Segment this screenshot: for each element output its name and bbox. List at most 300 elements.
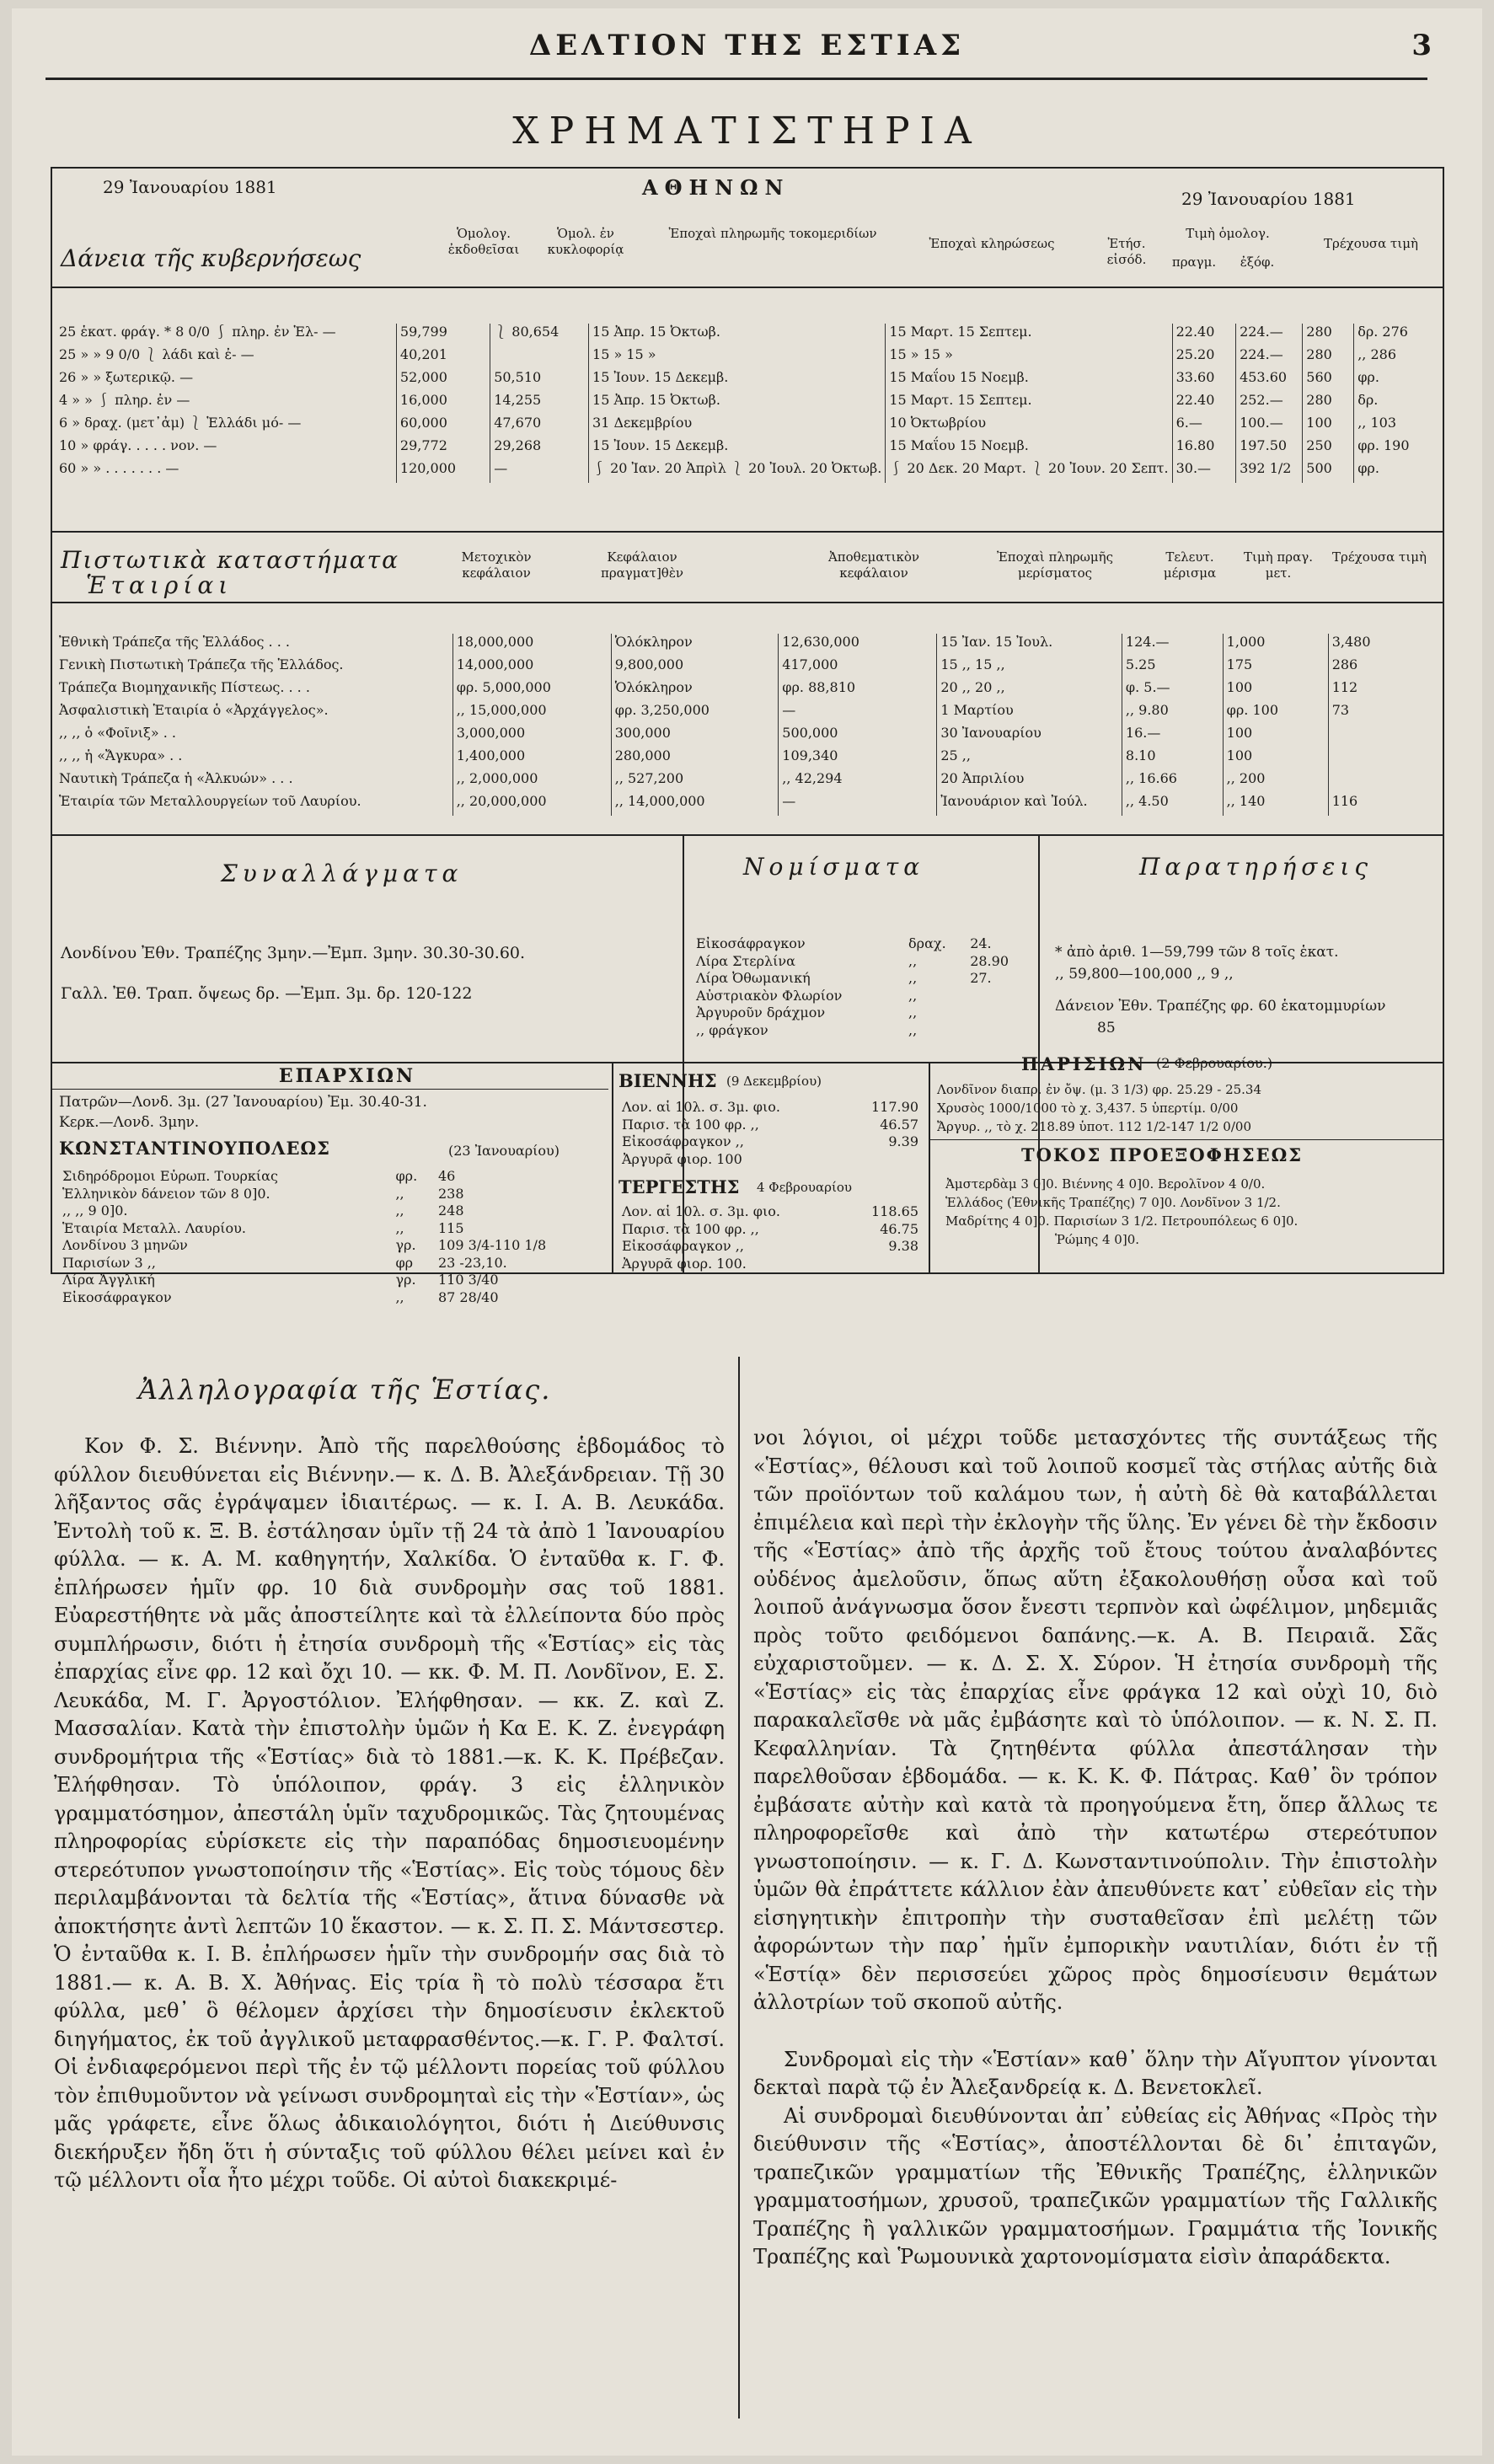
bank-row-dividend_dates: 20 ,, 20 ,,	[937, 679, 1122, 702]
const-table	[59, 1168, 607, 1306]
patras-line: Πατρῶν—Λονδ. 3μ. (27 Ἰανουαρίου) Ἐμ. 30.40-31.	[59, 1094, 427, 1111]
bank-row-par: 100	[1223, 679, 1328, 702]
loan-row-payoff: 250	[1303, 437, 1354, 460]
loan-row-circ: 14,255	[490, 392, 589, 415]
bank-row-dividend_dates: 30 Ἰανουαρίου	[937, 725, 1122, 747]
vienna-row-name: Ἀργυρᾶ φιορ. 100	[622, 1150, 742, 1167]
bank-row	[56, 793, 1438, 816]
loan-row-draws: 15 » 15 »	[886, 346, 1172, 369]
coin-row-unit: ,,	[908, 952, 918, 969]
coin-row-name: ,, φράγκον	[696, 1021, 768, 1038]
loan-row-real: 224.—	[1236, 324, 1303, 346]
bank-row-dividend_dates: 15 ,, 15 ,,	[937, 656, 1122, 679]
banks-h-dates: Ἐποχαὶ πληρωμῆς μερίσματος	[996, 549, 1114, 581]
banks-top-rule	[52, 531, 1443, 533]
loan-row-coupons: 15 Ἰουν. 15 Δεκεμβ.	[589, 437, 886, 460]
vienna-row-name: Παρισ. τὰ 100 φρ. ,,	[622, 1116, 759, 1133]
loan-row-price: φρ.	[1354, 460, 1438, 483]
const-row	[59, 1203, 607, 1220]
loan-row-coupons: 15 » 15 »	[589, 346, 886, 369]
header-rule	[46, 78, 1427, 80]
loans-header-rule	[52, 287, 1443, 288]
vienna-row	[618, 1117, 922, 1134]
bank-row-name: Ἑταιρία τῶν Μεταλλουργείων τοῦ Λαυρίου.	[59, 793, 361, 809]
const-row	[59, 1186, 607, 1203]
remarks-line-3: Δάνειον Ἐθν. Τραπέζης φρ. 60 ἑκατομμυρίων	[1055, 998, 1386, 1015]
newspaper-page	[12, 8, 1482, 2456]
bank-row-name: ,, ,, ὁ «Φοῖνιξ» . .	[59, 725, 176, 741]
bank-row-dividend_dates: 20 Ἀπριλίου	[937, 770, 1122, 793]
remarks-line-1: * ἀπὸ ἀριθ. 1—59,799 τῶν 8 τοῖς ἑκατ.	[1055, 944, 1339, 961]
bank-row-price	[1328, 770, 1438, 793]
bank-row-last: 124.—	[1122, 634, 1223, 656]
loan-row-payoff: 280	[1303, 324, 1354, 346]
bank-row-paid: 9,800,000	[611, 656, 779, 679]
coin-row	[693, 935, 1030, 953]
const-row-name: Ἑλληνικὸν δάνειον τῶν 8 0]0.	[62, 1185, 270, 1202]
bank-row-paid: 280,000	[611, 747, 779, 770]
loan-row	[56, 415, 1438, 437]
const-row-value: 23 -23,10.	[437, 1254, 507, 1271]
vienna-left-rule	[612, 1063, 613, 1272]
loan-row	[56, 346, 1438, 369]
loan-row-circ: —	[490, 460, 589, 483]
coin-row-value	[967, 988, 1030, 1005]
bank-row-capital: ,, 2,000,000	[452, 770, 611, 793]
coin-row	[693, 1022, 1030, 1040]
bank-row-last: 5.25	[1122, 656, 1223, 679]
bank-row-par: 1,000	[1223, 634, 1328, 656]
fx-title: Συναλλάγματα	[221, 860, 463, 887]
bank-row	[56, 634, 1438, 656]
loans-h-income: Ἐτήσ. εἰσόδ.	[1106, 236, 1147, 267]
loan-row-coupons: 31 Δεκεμβρίου	[589, 415, 886, 437]
coins-title: Νομίσματα	[743, 853, 925, 881]
bank-row-last: 16.—	[1122, 725, 1223, 747]
letters-right-text-2: Συνδρομαὶ εἰς τὴν «Ἑστίαν» καθ᾽ ὅλην τὴν Αἴγυπτον γίνονται δεκταὶ παρὰ τῷ ἐν Ἀλεξανδρείᾳ κ. Δ. Βενετοκλεῖ.	[753, 2047, 1438, 2099]
loan-row-draws: 15 Μαρτ. 15 Σεπτεμ.	[886, 392, 1172, 415]
const-row-unit: ,,	[395, 1185, 404, 1202]
loan-row	[56, 324, 1438, 346]
loan-row-price: δρ. 276	[1354, 324, 1438, 346]
bank-row-paid: Ὁλόκληρον	[611, 679, 779, 702]
vienna-title: ΒΙΕΝΝΗΣ	[618, 1070, 717, 1091]
remarks-line-4: 85	[1097, 1020, 1116, 1036]
trieste-row-value	[847, 1256, 922, 1273]
coin-row-unit: ,,	[908, 1021, 918, 1038]
coin-row-unit: δραχ.	[908, 935, 946, 951]
city-heading: ΑΘΗΝΩΝ	[642, 175, 790, 200]
bank-row-price: 112	[1328, 679, 1438, 702]
coin-row-value	[967, 1004, 1030, 1022]
date-left: 29 Ἰανουαρίου 1881	[103, 177, 277, 197]
coin-row-value	[967, 1022, 1030, 1040]
loans-h-payoff: ἐξόφ.	[1240, 254, 1275, 270]
paris-line-1: Λονδῖνον διαπρ. ἐν ὄψ. (μ. 3 1/3) φρ. 25.29 - 25.34	[937, 1082, 1262, 1097]
coin-row	[693, 970, 1030, 988]
vienna-table	[618, 1099, 922, 1168]
trieste-table	[618, 1203, 922, 1272]
paris-left-rule	[929, 1063, 930, 1272]
letters-title: Ἀλληλογραφία τῆς Ἑστίας.	[138, 1374, 552, 1406]
loan-row-income: 22.40	[1172, 392, 1235, 415]
vienna-row	[618, 1151, 922, 1169]
bank-row-price: 3,480	[1328, 634, 1438, 656]
fx-line-1: Λονδίνου Ἐθν. Τραπέζης 3μην.—Ἐμπ. 3μην. 30.30-30.60.	[61, 944, 526, 962]
banks-h-current: Τρέχουσα τιμὴ	[1332, 549, 1427, 565]
paris-title: ΠΑΡΙΣΙΩΝ	[1021, 1053, 1147, 1074]
const-row-unit: φρ.	[395, 1168, 418, 1184]
loan-row-income: 6.—	[1172, 415, 1235, 437]
bank-row-last: ,, 16.66	[1122, 770, 1223, 793]
coins-table	[693, 935, 1030, 1039]
const-row-unit: ,,	[395, 1288, 404, 1305]
bank-row-paid: ,, 14,000,000	[611, 793, 779, 816]
provinces-title: ΕΠΑΡΧΙΩΝ	[278, 1065, 416, 1087]
page-header	[12, 25, 1482, 72]
bank-row-name: Γενικὴ Πιστωτικὴ Τράπεζα τῆς Ἑλλάδος.	[59, 656, 344, 672]
bank-row-last: ,, 4.50	[1122, 793, 1223, 816]
bank-row-reserve: —	[779, 702, 937, 725]
bank-row	[56, 770, 1438, 793]
letters-right-text-1: νοι λόγιοι, οἱ μέχρι τοῦδε μετασχόντες τῆς συντάξεως τῆς «Ἑστίας», θέλουσι καὶ τοῦ λοιποῦ κοσμεῖ τὰς στήλας αὐτῆς διὰ τῶν προϊόντων τοῦ καλάμου των, ἡ αὐτὴ δὲ θὰ καταβάλλεται ἐπιμέλεια καὶ περὶ τὴν ἐκλογὴν τῆς ὕλης. Ἐν γένει δὲ τὴν ἔκδοσιν τῆς «Ἑστίας» ἀπὸ τῆς ἀρχῆς τοῦ ἔτους τούτου ἀναλαβόντες οὐδένος ἀμελοῦσιν, ὅπως αὕτη ἐξακολουθήσῃ οὖσα καὶ τοῦ λοιποῦ ἀνάγνωσμα ὅσον ἔνεστι τερπνὸν καὶ ὠφέλιμον, μηδεμιᾶς πρὸς τοῦτο φειδόμενοι δαπάνης.—κ. Α. Β. Πειραιᾶ. Σᾶς εὐχαριστοῦμεν. — κ. Δ. Σ. Χ. Σύρον. Ἡ ἐτησία συνδρομὴ τῆς «Ἑστίας» εἰς τὰς ἐπαρχίας εἶνε φράγκα 12 καὶ οὐχὶ 10, διὸ παρακαλεῖσθε νὰ μᾶς ἐμβάσητε καὶ τὸ ὑπόλοιπον. — κ. Ν. Σ. Π. Κεφαλληνίαν. Τὰ ζητηθέντα φύλλα ἀπεστάλησαν τὴν παρελθοῦσαν ἑβδομάδα. — κ. Κ. Κ. Φ. Πάτρας. Καθ᾽ ὃν τρόπον ἐμβάσατε αὐτὴν καὶ κατὰ τὰ προηγούμενα ἔτη, ὅπερ ἄλλως τε πληροφορεῖσθε καὶ ἀπὸ τὴν κατωτέρω στερεότυπον γνωστοποίησιν. — κ. Γ. Δ. Κωνσταντινούπολιν. Τὴν ἐπιστολὴν ὑμῶν θὰ ἐπράττετε κάλλιον ἐὰν ἀπευθύνετε κατ᾽ εὐθεῖαν εἰς τὴν εἰσηγητικὴν ἐπιτροπὴν τὴν συσταθεῖσαν ἐπὶ μελέτῃ τῶν ἀφορώντων τὴν παρ᾽ ἡμῖν ἐμπορικὴν ναυτιλίαν, διότι ἐν τῇ «Ἑστίᾳ» δὲν περισσεύει χῶρος πρὸς δημοσίευσιν θεμάτων ἀλλοτρίων τοῦ σκοποῦ αὐτῆς.	[753, 1426, 1438, 2014]
loan-row-price: δρ.	[1354, 392, 1438, 415]
loan-row-payoff: 280	[1303, 346, 1354, 369]
loan-row-coupons: 15 Ἰουν. 15 Δεκεμβ.	[589, 369, 886, 392]
bank-row-reserve: φρ. 88,810	[779, 679, 937, 702]
vienna-date: (9 Δεκεμβρίου)	[726, 1074, 822, 1089]
bank-row	[56, 679, 1438, 702]
trieste-row	[618, 1203, 922, 1221]
banks-label-2: Ἑταιρίαι	[86, 571, 233, 599]
loan-row-price: ,, 103	[1354, 415, 1438, 437]
bank-row-capital: ,, 20,000,000	[452, 793, 611, 816]
bank-row-capital: 1,400,000	[452, 747, 611, 770]
bank-row	[56, 702, 1438, 725]
vienna-row	[618, 1133, 922, 1151]
loans-label: Δάνεια τῆς κυβερνήσεως	[61, 244, 361, 272]
coin-row-name: Λίρα Ὀθωμανική	[696, 970, 811, 986]
coin-row-name: Αὐστριακὸν Φλωρίον	[696, 987, 843, 1004]
vienna-row-name: Εἰκοσάφραγκον ,,	[622, 1133, 744, 1149]
bank-row-capital: 18,000,000	[452, 634, 611, 656]
loan-row-circ: 47,670	[490, 415, 589, 437]
loan-row-issued: 120,000	[396, 460, 490, 483]
banks-table	[56, 634, 1438, 816]
vienna-row-name: Λον. αἱ 10λ. σ. 3μ. φιο.	[622, 1099, 780, 1115]
loan-row-draws: 15 Μαρτ. 15 Σεπτεμ.	[886, 324, 1172, 346]
trieste-row-value: 9.38	[888, 1238, 918, 1254]
bank-row-reserve: —	[779, 793, 937, 816]
const-row-name: Παρισίων 3 ,,	[62, 1254, 156, 1271]
loan-row-issued: 59,799	[396, 324, 490, 346]
bank-row-par: 100	[1223, 747, 1328, 770]
vienna-row-value: 117.90	[871, 1099, 918, 1115]
loan-row	[56, 392, 1438, 415]
loan-row-desc: 4 » » ⎰ πληρ. ἐν —	[59, 392, 190, 408]
coin-row-value: 28.90	[970, 952, 1009, 969]
provinces-rule	[52, 1089, 608, 1090]
remarks-title: Παρατηρήσεις	[1139, 853, 1373, 881]
const-row	[59, 1220, 607, 1238]
discount-top-rule	[929, 1139, 1443, 1140]
coin-row-name: Ἀργυροῦν δράχμον	[696, 1004, 826, 1020]
loan-row-desc: 25 ἑκατ. φράγ. * 8 0/0 ⎰ πληρ. ἐν Ἑλ- —	[59, 324, 336, 340]
bank-row	[56, 656, 1438, 679]
const-row-unit: γρ.	[395, 1237, 416, 1253]
bank-row-reserve: 417,000	[779, 656, 937, 679]
loan-row-circ: ⎱ 80,654	[490, 324, 589, 346]
const-row-value: 248	[437, 1203, 464, 1219]
bank-row-name: Τράπεζα Βιομηχανικῆς Πίστεως. . . .	[59, 679, 310, 695]
trieste-row-value: 118.65	[871, 1203, 918, 1219]
const-row-name: Λίρα Ἀγγλική	[62, 1272, 155, 1288]
coin-row-value: 24.	[970, 935, 992, 951]
const-row-name: Ἑταιρία Μεταλλ. Λαυρίου.	[62, 1219, 246, 1236]
vienna-row-value: 9.39	[888, 1133, 918, 1149]
loan-row-draws: 15 Μαΐου 15 Νοεμβ.	[886, 369, 1172, 392]
bank-row-price: 286	[1328, 656, 1438, 679]
loan-row-price: φρ. 190	[1354, 437, 1438, 460]
page-number: 3	[1411, 29, 1432, 62]
letters-right-text-3: Αἱ συνδρομαὶ διευθύνονται ἀπ᾽ εὐθείας εἰς Ἀθήνας «Πρὸς τὴν διεύθυνσιν τῆς «Ἑστίας», ἀποστέλλονται δὲ δι᾽ ἐπιταγῶν, τραπεζικῶν γραμματίων τῆς Ἐθνικῆς Τραπέζης, ἑλληνικῶν γραμματοσήμων, χρυσοῦ, τραπεζικῶν γραμματίων τῆς Γαλλικῆς Τραπέζης ἢ γαλλικῶν γραμματοσήμων. Γραμμάτια τῆς Ἰονικῆς Τραπέζης καὶ Ῥωμουνικὰ χαρτονομίσματα εἰσὶν ἀπαράδεκτα.	[753, 2103, 1438, 2268]
banks-label-1: Πιστωτικὰ καταστήματα	[61, 546, 400, 574]
const-row-name: Λονδίνου 3 μηνῶν	[62, 1237, 188, 1253]
loan-row-coupons: ⎰ 20 Ἰαν. 20 Ἀπρὶλ ⎱ 20 Ἰουλ. 20 Ὀκτωβ.	[589, 460, 886, 483]
bank-row-capital: ,, 15,000,000	[452, 702, 611, 725]
loan-row-coupons: 15 Ἀπρ. 15 Ὀκτωβ.	[589, 324, 886, 346]
bank-row-paid: Ὁλόκληρον	[611, 634, 779, 656]
loan-row-circ: 50,510	[490, 369, 589, 392]
bank-row-capital: 14,000,000	[452, 656, 611, 679]
loans-table	[56, 324, 1438, 483]
const-row-value: 238	[437, 1185, 464, 1202]
loan-row-desc: 60 » » . . . . . . . —	[59, 460, 179, 476]
fx-line-2: Γαλλ. Ἐθ. Τραπ. ὄψεως δρ. —Ἐμπ. 3μ. δρ. 120-122	[61, 984, 473, 1003]
const-row-value: 87 28/40	[437, 1288, 499, 1305]
loan-row-desc: 6 » δραχ. (μετ᾽ἀμ) ⎱ Ἑλλάδι μό- —	[59, 415, 302, 431]
loan-row-desc: 26 » » ξωτερικῷ. —	[59, 369, 194, 385]
loan-row-price: φρ.	[1354, 369, 1438, 392]
vienna-row	[618, 1099, 922, 1117]
bank-row-reserve: 500,000	[779, 725, 937, 747]
trieste-date: 4 Φεβρουαρίου	[757, 1180, 852, 1195]
loan-row-issued: 16,000	[396, 392, 490, 415]
bank-row-dividend_dates: 25 ,,	[937, 747, 1122, 770]
trieste-row	[618, 1256, 922, 1273]
loan-row-issued: 29,772	[396, 437, 490, 460]
loan-row-issued: 60,000	[396, 415, 490, 437]
const-row-name: Σιδηρόδρομοι Εὐρωπ. Τουρκίας	[62, 1168, 278, 1184]
const-row	[59, 1289, 607, 1307]
paris-line-3: Ἄργυρ. ,, τὸ χ. 218.89 ὑποτ. 112 1/2-147 1/2 0/00	[937, 1119, 1251, 1134]
const-row-unit: φρ	[395, 1254, 414, 1271]
exchange-title: ΧΡΗΜΑΤΙΣΤΗΡΙΑ	[512, 110, 982, 153]
bank-row-dividend_dates: 15 Ἰαν. 15 Ἰουλ.	[937, 634, 1122, 656]
banks-h-last: Τελευτ. μέρισμα	[1163, 549, 1217, 581]
discount-title: ΤΟΚΟΣ ΠΡΟΕΞΟΦΗΣΕΩΣ	[1021, 1144, 1304, 1165]
letters-left-text: Κον Φ. Σ. Βιέννην. Ἀπὸ τῆς παρελθούσης ἑβδομάδος τὸ φύλλον διευθύνεται εἰς Βιέννην.— κ. Δ. Β. Ἀλεξάνδρειαν. Τῇ 30 λῆξαντος σᾶς ἐγράψαμεν ἰδιαιτέρως. — κ. Ι. Α. Β. Λευκάδα. Ἐντολὴ τοῦ κ. Ξ. Β. ἐστάλησαν ὑμῖν τῇ 24 τὰ ἀπὸ 1 Ἰανουαρίου φύλλα. — κ. Α. Μ. καθηγητήν, Χαλκίδα. Ὁ ἐνταῦθα κ. Γ. Φ. ἐπλήρωσεν ἡμῖν φρ. 10 διὰ συνδρομὴν σας τοῦ 1881. Εὐαρεστήθητε νὰ μᾶς ἀποστείλητε καὶ τὰ ἐλλείποντα δύο πρὸς συμπλήρωσιν, διότι ἡ ἐτησία συνδρομὴ τῆς «Ἑστίας» εἰς τὰς ἐπαρχίας εἶνε φρ. 12 καὶ ὄχι 10. — κκ. Φ. Μ. Π. Λονδῖνον, Ε. Σ. Λευκάδα, Μ. Γ. Ἀργοστόλιον. Ἐλήφθησαν. — κκ. Ζ. καὶ Ζ. Μασσαλίαν. Κατὰ τὴν ἐπιστολὴν ὑμῶν ἡ Κα Ε. Κ. Ζ. ἐνεγράφη συνδρομήτρια τῆς «Ἑστίας» διὰ τὸ 1881.—κ. Κ. Κ. Πρέβεζαν. Ἐλήφθησαν. Τὸ ὑπόλοιπον, φράγ. 3 εἰς ἑλληνικὸν γραμματόσημον, ἀπεστάλη ὑμῖν ταχυδρομικῶς. Τὰς ζητουμένας πληροφορίας εὑρίσκετε εἰς τὴν παραπόδας δημοσιευομένην στερεότυπον γνωστοποίησιν τῆς «Ἑστίας». Εἰς τοὺς τόμους δὲν περιλαμβάνονται τὰ δελτία τῆς «Ἑστίας», ἅτινα δύνασθε νὰ ἀποκτήσητε ἀντὶ λεπτῶν 10 ἕκαστον. — κ. Σ. Π. Σ. Μάντσεστερ. Ὁ ἐνταῦθα κ. Ι. Β. ἐπλήρωσεν ἡμῖν τὴν συνδρομήν σας διὰ τὸ 1881.— κ. Α. Β. Χ. Ἀθήνας. Εἰς τρία ἢ τὸ πολὺ τέσσαρα ἔτι φύλλα, μεθ᾽ ὃ θέλομεν ἀρχίσει τὴν δημοσίευσιν ἐκλεκτοῦ διηγήματος, ἐκ τοῦ ἀγγλικοῦ μεταφρασθέντος.—κ. Γ. Ρ. Φαλτσί. Οἱ ἐνδιαφερόμενοι περὶ τῆς ἐν τῷ μέλλοντι πορείας τοῦ φύλλου τὸν ἐπιθυμοῦντον νὰ γείνωσι συνδρομηταὶ εἰς τὴν «Ἑστίαν», ὡς μᾶς γράφετε, εἶνε ὅλως ἀδικαιολόγητοι, διότι ἡ Διεύθυνσις διεκήρυξεν ἤδη ὅτι ἡ σύνταξις τοῦ φύλλου θέλει μείνει καὶ ἐν τῷ μέλλοντι οἷα ἦτο μέχρι τοῦδε. Οἱ αὐτοὶ διακεκριμέ-	[54, 1434, 725, 2192]
const-row-value: 109 3/4-110 1/8	[437, 1237, 547, 1253]
loans-h-real: πραγμ.	[1171, 254, 1217, 270]
loan-row-real: 100.—	[1236, 415, 1303, 437]
banks-h-reserve: Ἀποθεματικὸν κεφάλαιον	[827, 549, 920, 581]
bank-row-par: φρ. 100	[1223, 702, 1328, 725]
trieste-row-value: 46.75	[880, 1220, 918, 1237]
bank-row-dividend_dates: 1 Μαρτίου	[937, 702, 1122, 725]
const-row	[59, 1237, 607, 1255]
vienna-row-value	[847, 1151, 922, 1169]
loan-row-real: 252.—	[1236, 392, 1303, 415]
loans-h-coupons: Ἐποχαὶ πληρωμῆς τοκομεριδίων	[668, 226, 877, 241]
loan-row-income: 22.40	[1172, 324, 1235, 346]
trieste-row-name: Παρισ. τὰ 100 φρ. ,,	[622, 1220, 759, 1237]
bank-row-par: ,, 140	[1223, 793, 1328, 816]
loan-row-income: 25.20	[1172, 346, 1235, 369]
coin-row-unit: ,,	[908, 1004, 918, 1020]
const-row-value: 115	[437, 1219, 464, 1236]
loan-row-circ	[490, 346, 589, 369]
loans-h-price-bond: Τιμὴ ὁμολογ.	[1186, 226, 1270, 241]
loan-row-payoff: 560	[1303, 369, 1354, 392]
trieste-row-name: Εἰκοσάφραγκον ,,	[622, 1238, 744, 1254]
date-right: 29 Ἰανουαρίου 1881	[1181, 189, 1356, 209]
loan-row-payoff: 280	[1303, 392, 1354, 415]
bank-row-par: ,, 200	[1223, 770, 1328, 793]
bank-row-par: 175	[1223, 656, 1328, 679]
bank-row-capital: φρ. 5,000,000	[452, 679, 611, 702]
fx-top-rule	[52, 834, 1443, 836]
discount-line-2: Ἑλλάδος (Ἐθνικῆς Τραπέζης) 7 0]0. Λονδῖνον 3 1/2.	[945, 1195, 1281, 1210]
letters-right-column	[753, 1424, 1438, 2452]
bank-row-paid: 300,000	[611, 725, 779, 747]
coin-row	[693, 953, 1030, 971]
discount-line-3: Μαδρίτης 4 0]0. Παρισίων 3 1/2. Πετρουπόλεως 6 0]0.	[945, 1213, 1299, 1229]
trieste-row-name: Ἀργυρᾶ φιορ. 100.	[622, 1255, 747, 1272]
discount-line-4: Ῥώμης 4 0]0.	[1055, 1232, 1140, 1247]
const-row-value: 46	[437, 1168, 456, 1184]
bank-row-price	[1328, 747, 1438, 770]
const-row-unit: ,,	[395, 1219, 404, 1236]
loans-h-current: Τρέχουσα τιμὴ	[1324, 236, 1418, 251]
loan-row-real: 224.—	[1236, 346, 1303, 369]
loan-row-payoff: 500	[1303, 460, 1354, 483]
bank-row	[56, 725, 1438, 747]
const-row	[59, 1255, 607, 1272]
column-rule	[738, 1357, 740, 2418]
loan-row-circ: 29,268	[490, 437, 589, 460]
const-row-unit: ,,	[395, 1203, 404, 1219]
athens-exchange-box	[51, 167, 1444, 1305]
running-head: ΔΕΛΤΙΟΝ ΤΗΣ ΕΣΤΙΑΣ	[528, 29, 966, 62]
bank-row-capital: 3,000,000	[452, 725, 611, 747]
coin-row-value: 27.	[970, 970, 992, 986]
bank-row-paid: φρ. 3,250,000	[611, 702, 779, 725]
loan-row-real: 453.60	[1236, 369, 1303, 392]
banks-h-paid: Κεφάλαιον πραγματ]θὲν	[601, 549, 683, 581]
bank-row-par: 100	[1223, 725, 1328, 747]
loan-row-desc: 10 » φράγ. . . . . νον. —	[59, 437, 217, 453]
loan-row-income: 16.80	[1172, 437, 1235, 460]
bank-row-last: 8.10	[1122, 747, 1223, 770]
loan-row	[56, 369, 1438, 392]
loan-row-price: ,, 286	[1354, 346, 1438, 369]
loan-row-draws: 15 Μαΐου 15 Νοεμβ.	[886, 437, 1172, 460]
bank-row-reserve: 12,630,000	[779, 634, 937, 656]
trieste-row-name: Λον. αἱ 10λ. σ. 3μ. φιο.	[622, 1203, 780, 1219]
coin-row-name: Εἰκοσάφραγκον	[696, 935, 806, 951]
const-date: (23 Ἰανουαρίου)	[448, 1143, 560, 1159]
bank-row-last: φ. 5.—	[1122, 679, 1223, 702]
loan-row-real: 197.50	[1236, 437, 1303, 460]
bank-row-price: 73	[1328, 702, 1438, 725]
loans-h-draws: Ἐποχαὶ κληρώσεως	[929, 236, 1055, 251]
const-row-value: 110 3/40	[437, 1272, 499, 1288]
loan-row-draws: 10 Ὀκτωβρίου	[886, 415, 1172, 437]
coin-row	[693, 1004, 1030, 1022]
const-row-name: ,, ,, 9 0]0.	[62, 1203, 128, 1219]
discount-line-1: Ἀμστερδὰμ 3 0]0. Βιέννης 4 0]0. Βερολῖνον 4 0/0.	[945, 1176, 1266, 1192]
loans-h-circ: Ὁμολ. ἐν κυκλοφορίᾳ	[547, 226, 624, 257]
paris-date: (2 Φεβρουαρίου.)	[1156, 1055, 1273, 1071]
banks-h-capital: Μετοχικὸν κεφάλαιον	[461, 549, 532, 581]
const-row	[59, 1272, 607, 1289]
bank-row-name: ,, ,, ἡ «Ἄγκυρα» . .	[59, 747, 183, 763]
loan-row-coupons: 15 Ἀπρ. 15 Ὀκτωβ.	[589, 392, 886, 415]
loan-row-income: 30.—	[1172, 460, 1235, 483]
coin-row-unit: ,,	[908, 970, 918, 986]
const-title: ΚΩΝΣΤΑΝΤΙΝΟΥΠΟΛΕΩΣ	[59, 1138, 330, 1159]
bank-row-dividend_dates: Ἰανουάριον καὶ Ἰούλ.	[937, 793, 1122, 816]
bank-row-price: 116	[1328, 793, 1438, 816]
trieste-title: ΤΕΡΓΕΣΤΗΣ	[618, 1176, 740, 1197]
coin-row-name: Λίρα Στερλίνα	[696, 952, 795, 969]
trieste-row	[618, 1238, 922, 1256]
letters-left-column	[54, 1433, 725, 2444]
loans-h-issued: Ὁμολογ. ἐκδοθεῖσαι	[447, 226, 520, 257]
trieste-row	[618, 1221, 922, 1239]
vienna-row-value: 46.57	[880, 1116, 918, 1133]
loan-row-desc: 25 » » 9 0/0 ⎱ λάδι καὶ ἐ- —	[59, 346, 254, 362]
bank-row-name: Ἀσφαλιστικὴ Ἑταιρία ὁ «Ἀρχάγγελος».	[59, 702, 329, 718]
kerkyra-line: Κερκ.—Λονδ. 3μην.	[59, 1114, 200, 1131]
loan-row-issued: 52,000	[396, 369, 490, 392]
const-row-unit: γρ.	[395, 1272, 416, 1288]
const-row	[59, 1168, 607, 1186]
loan-row-draws: ⎰ 20 Δεκ. 20 Μαρτ. ⎱ 20 Ἰουν. 20 Σεπτ.	[886, 460, 1172, 483]
bank-row-reserve: 109,340	[779, 747, 937, 770]
bank-row-price	[1328, 725, 1438, 747]
loan-row-issued: 40,201	[396, 346, 490, 369]
bank-row-reserve: ,, 42,294	[779, 770, 937, 793]
loan-row-payoff: 100	[1303, 415, 1354, 437]
coin-row	[693, 988, 1030, 1005]
paris-line-2: Χρυσὸς 1000/1000 τὸ χ. 3,437. 5 ὑπερτίμ. 0/00	[937, 1101, 1239, 1116]
loan-row	[56, 437, 1438, 460]
bank-row-paid: ,, 527,200	[611, 770, 779, 793]
bank-row-name: Ναυτικὴ Τράπεζα ἡ «Ἀλκυών» . . .	[59, 770, 293, 786]
bank-row	[56, 747, 1438, 770]
banks-h-par: Τιμὴ πραγ. μετ.	[1244, 549, 1313, 581]
bank-row-last: ,, 9.80	[1122, 702, 1223, 725]
banks-header-rule	[52, 602, 1443, 603]
remarks-line-2: ,, 59,800—100,000 ,, 9 ,,	[1055, 966, 1234, 983]
loan-row	[56, 460, 1438, 483]
loan-row-income: 33.60	[1172, 369, 1235, 392]
const-row-name: Εἰκοσάφραγκον	[62, 1288, 172, 1305]
coin-row-unit: ,,	[908, 987, 918, 1004]
loan-row-real: 392 1/2	[1236, 460, 1303, 483]
